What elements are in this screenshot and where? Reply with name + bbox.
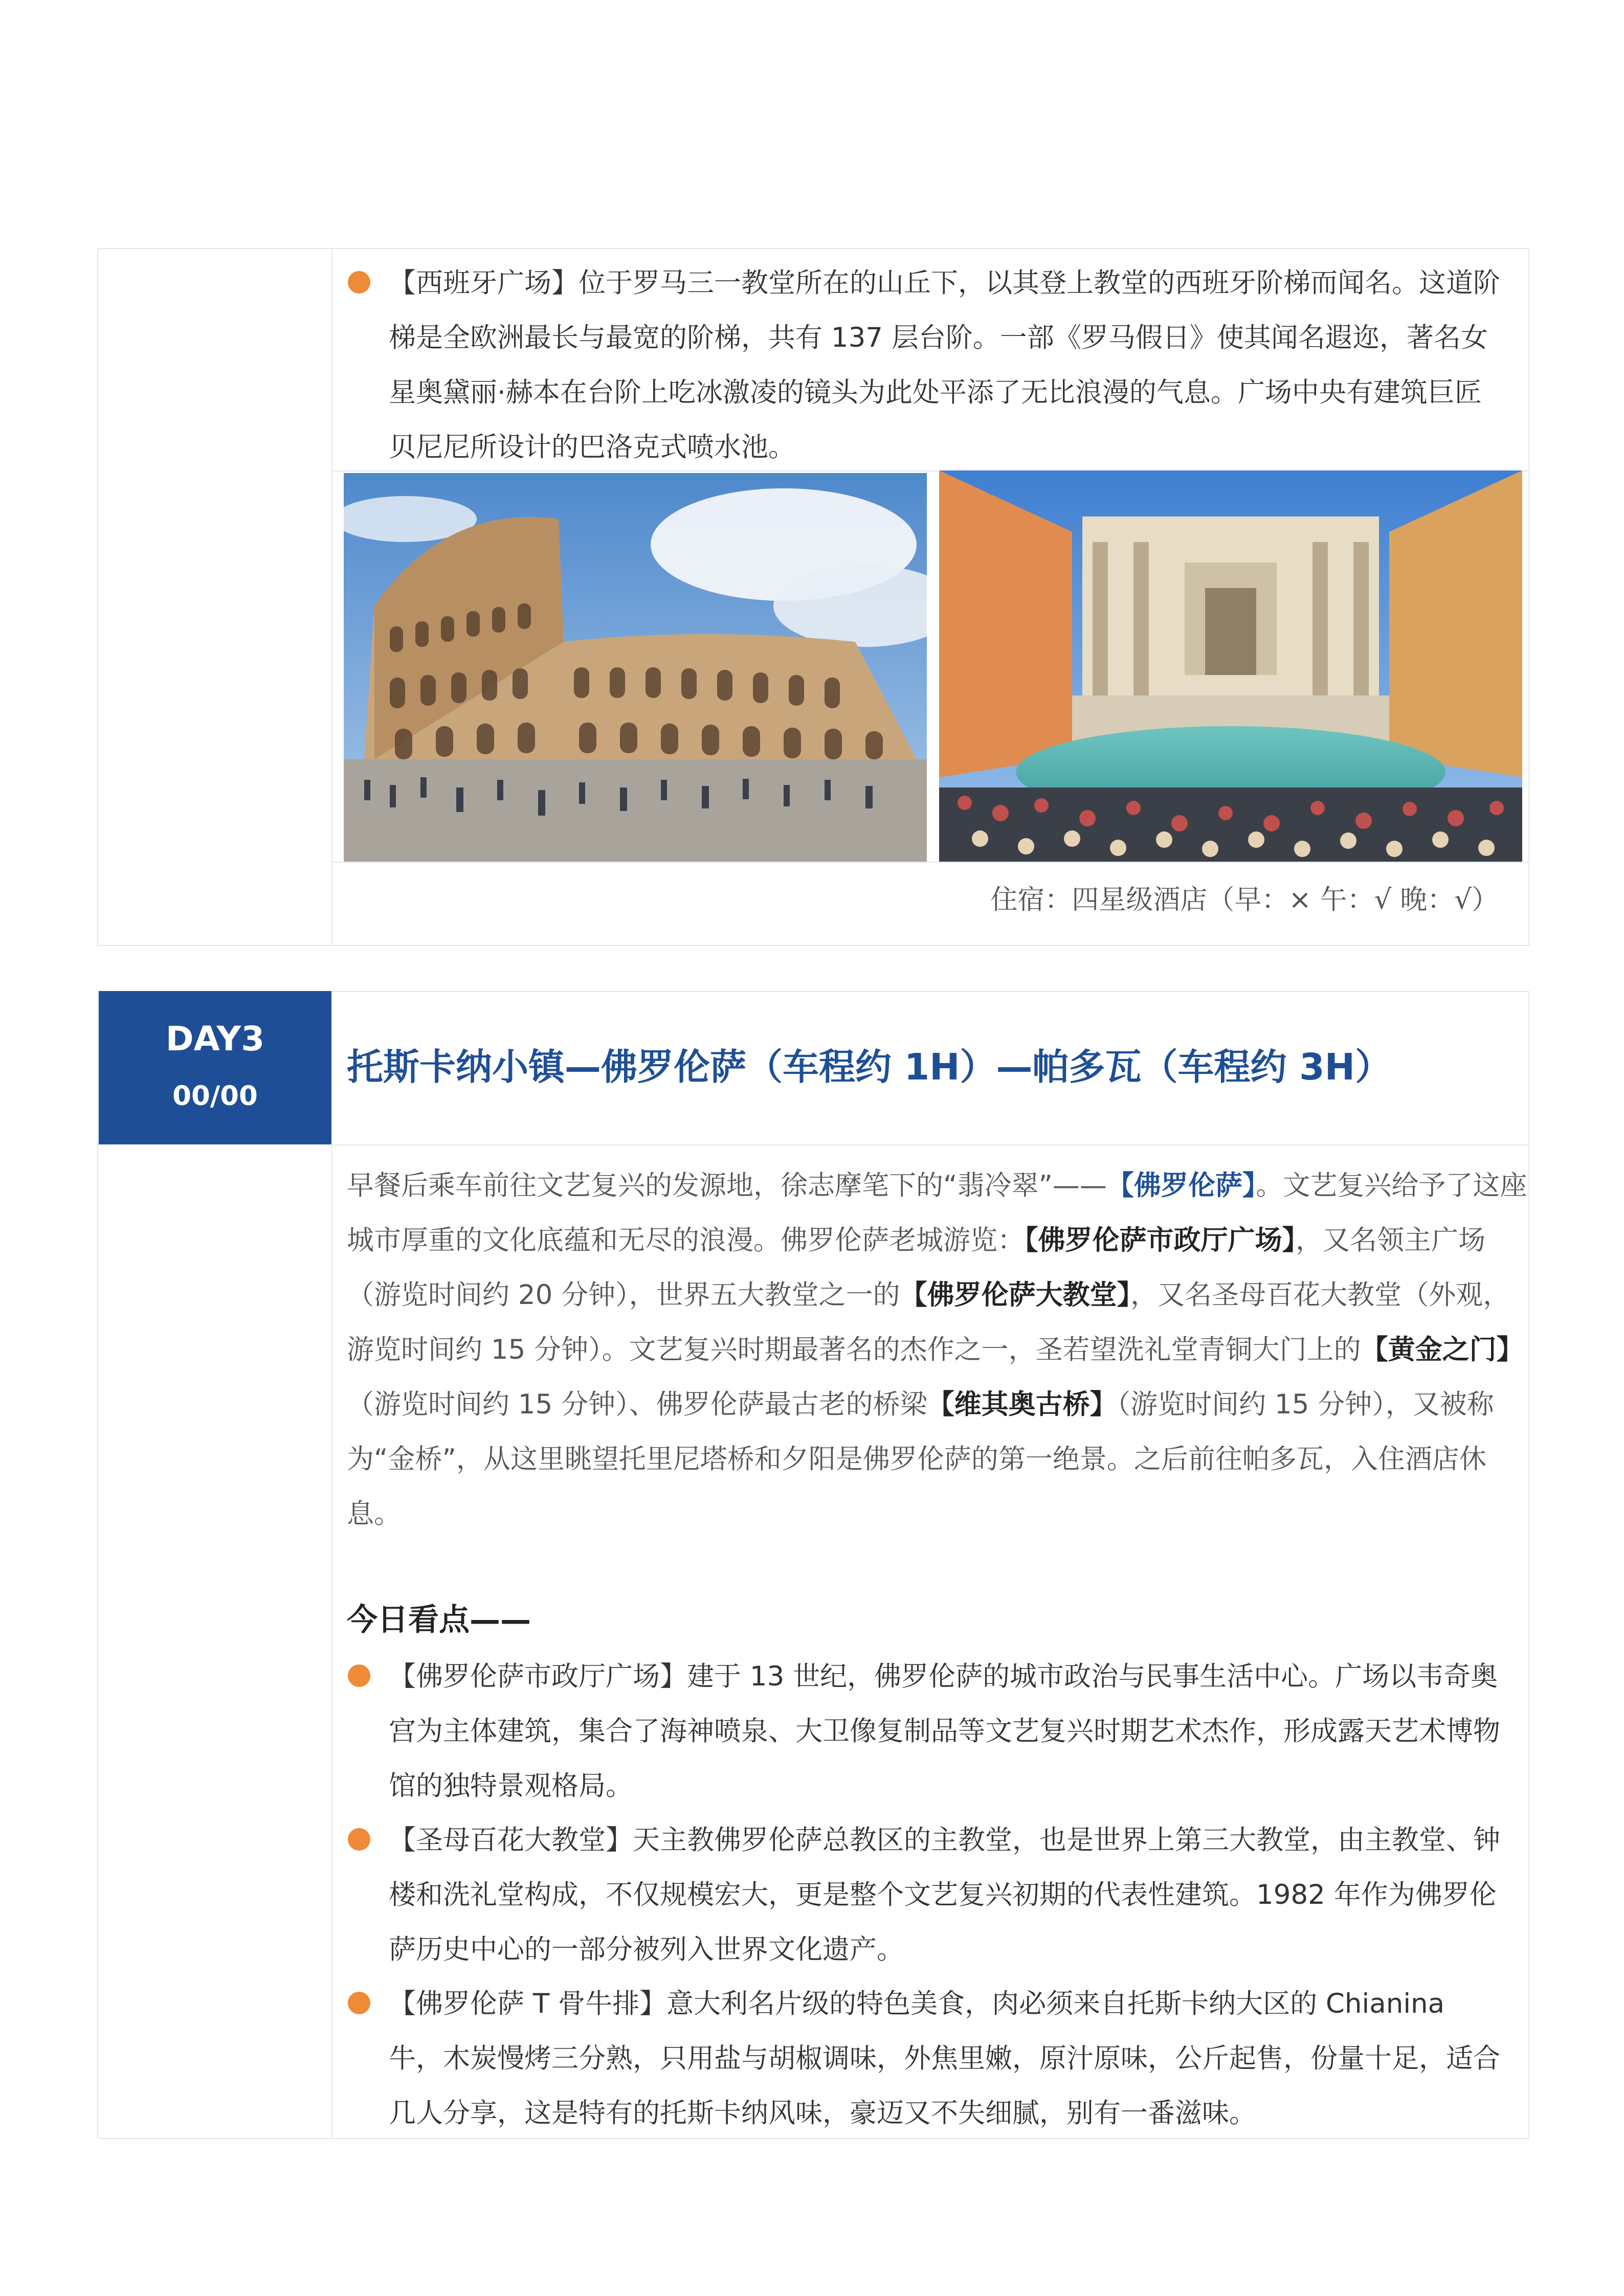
highlight-title: 【佛罗伦萨 T 骨牛排】	[389, 1988, 667, 2019]
gates-of-paradise-bold: 【黄金之门】	[1361, 1334, 1524, 1365]
day-label: DAY3	[165, 1019, 265, 1059]
lodging-info: 住宿：四星级酒店（早：× 午：√ 晚：√）	[990, 884, 1499, 915]
highlight-text: 建于 13 世纪，佛罗伦萨的城市政治与民事生活中心。广场以韦奇奥宫为主体建筑，集合了海神喷泉、大卫像复制品等文艺复兴时期艺术杰作，形成露天艺术博物馆的独特景观格局。	[389, 1661, 1500, 1802]
highlight-text: 天主教佛罗伦萨总教区的主教堂，也是世界上第三大教堂，由主教堂、钟楼和洗礼堂构成，不仅规模宏大，更是整个文艺复兴初期的代表性建筑。1982 年作为佛罗伦萨历史中心的一部分被列入世界文化遗产。	[389, 1825, 1500, 1965]
spanish-steps-title: 【西班牙广场】	[389, 267, 579, 299]
spanish-steps-item	[348, 256, 1504, 476]
highlight-text: 意大利名片级的特色美食，肉必须来自托斯卡纳大区的 Chianina 牛，木炭慢烤三分熟，只用盐与胡椒调味，外焦里嫩，原汁原味，公斤起售，份量十足，适合几人分享，这是特有的托斯卡纳风味，豪迈又不失细腻，别有一番滋味。	[389, 1988, 1500, 2129]
spanish-steps-text: 位于罗马三一教堂所在的山丘下，以其登上教堂的西班牙阶梯而闻名。这道阶梯是全欧洲最长与最宽的阶梯，共有 137 层台阶。一部《罗马假日》使其闻名遐迩，著名女星奥黛丽·赫本在台阶上吃冰激凌的镜头为此处平添了无比浪漫的气息。广场中央有建筑巨匠贝尼尼所设计的巴洛克式喷水池。	[389, 267, 1500, 463]
highlight-item	[348, 1813, 1504, 1976]
highlight-item	[348, 1976, 1504, 2140]
highlight-title: 【佛罗伦萨市政厅广场】	[389, 1661, 687, 1692]
signoria-bold: 【佛罗伦萨市政厅广场】	[1025, 1225, 1296, 1256]
highlight-item	[348, 1649, 1504, 1813]
florence-link: 【佛罗伦萨】	[1106, 1170, 1256, 1201]
day-date: 00/00	[172, 1081, 258, 1112]
bullet-icon	[348, 1828, 370, 1851]
day3-intro: 早餐后乘车前往文艺复兴的发源地，徐志摩笔下的“翡冷翠”——【佛罗伦萨】。文艺复兴给予了这座城市厚重的文化底蕴和无尽的浪漫。佛罗伦萨老城游览：【佛罗伦萨市政厅广场】，又名领主广场（游览时间约 20 分钟），世界五大教堂之一的【佛罗伦萨大教堂】，又名圣母百花大教堂（外观，游览时间约 15 分钟）。文艺复兴时期最著名的杰作之一，圣若望洗礼堂青铜大门上的【黄金之门】（游览时间约 15 分钟）、佛罗伦萨最古老的桥梁【维其奥古桥】（游览时间约 15 分钟），又被称为“金桥”，从这里眺望托里尼塔桥和夕阳是佛罗伦萨的第一绝景。之后前往帕多瓦，入住酒店休息。	[347, 1170, 1527, 1529]
day-badge	[99, 991, 331, 1144]
colosseum-photo	[344, 473, 927, 862]
image-row-bottom-border	[331, 862, 1529, 863]
duomo-bold: 【佛罗伦萨大教堂】	[900, 1279, 1131, 1311]
bullet-icon	[348, 271, 370, 294]
day-title: 托斯卡纳小镇—佛罗伦萨（车程约 1H）—帕多瓦（车程约 3H）	[347, 1046, 1392, 1088]
highlight-title: 【圣母百花大教堂】	[389, 1825, 633, 1856]
highlights-heading: 今日看点——	[347, 1602, 531, 1638]
day3-header-border	[331, 1144, 1529, 1145]
trevi-fountain-photo	[939, 470, 1522, 862]
bullet-icon	[348, 1992, 370, 2014]
day3-section-divider	[331, 1144, 332, 2139]
top-section-divider	[331, 248, 332, 946]
bullet-icon	[348, 1664, 370, 1687]
ponte-vecchio-bold: 【维其奥古桥】	[927, 1389, 1117, 1420]
